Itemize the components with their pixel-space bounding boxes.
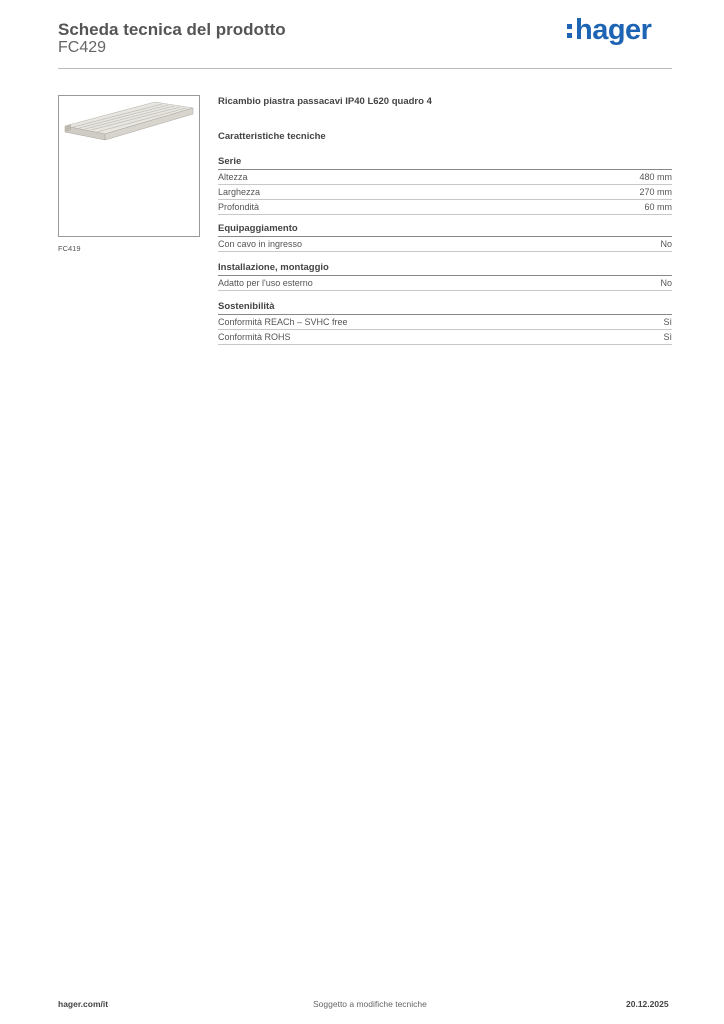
footer-note: Soggetto a modifiche tecniche	[313, 999, 427, 1009]
spec-value: No	[660, 239, 672, 249]
spec-label: Conformità REACh – SVHC free	[218, 317, 348, 327]
spec-row	[218, 276, 672, 291]
section-sostenibilita	[218, 301, 672, 345]
section-heading: Equipaggiamento	[218, 223, 672, 237]
spec-row	[218, 185, 672, 200]
spec-value: Sì	[663, 332, 672, 342]
footer-website: hager.com/it	[58, 999, 109, 1009]
spec-value: 480 mm	[639, 172, 672, 182]
product-description: Ricambio piastra passacavi IP40 L620 quadro 4	[218, 96, 432, 107]
spec-row	[218, 170, 672, 185]
section-equipaggiamento	[218, 223, 672, 252]
spec-value: 270 mm	[639, 187, 672, 197]
logo-wordmark: hager	[575, 14, 652, 46]
spec-row	[218, 330, 672, 345]
product-code: FC429	[58, 39, 107, 56]
section-heading: Installazione, montaggio	[218, 262, 672, 276]
spec-value: 60 mm	[644, 202, 672, 212]
cable-gland-plate-illustration	[59, 96, 199, 236]
product-image	[58, 95, 200, 237]
section-installazione	[218, 262, 672, 291]
spec-label: Con cavo in ingresso	[218, 239, 303, 249]
page-title: Scheda tecnica del prodotto	[58, 20, 286, 39]
spec-label: Adatto per l'uso esterno	[218, 278, 313, 288]
spec-label: Altezza	[218, 172, 248, 182]
image-caption: FC419	[58, 244, 81, 253]
footer-date: 20.12.2025	[626, 999, 669, 1009]
section-heading: Serie	[218, 156, 672, 170]
spec-label: Conformità ROHS	[218, 332, 291, 342]
spec-row	[218, 237, 672, 252]
spec-label: Profondità	[218, 202, 260, 212]
spec-value: Sì	[663, 317, 672, 327]
spec-value: No	[660, 278, 672, 288]
tech-heading: Caratteristiche tecniche	[218, 131, 326, 142]
section-serie	[218, 156, 672, 215]
hager-logo	[567, 14, 651, 47]
spec-label: Larghezza	[218, 187, 261, 197]
section-heading: Sostenibilità	[218, 301, 672, 315]
header-divider	[58, 68, 672, 69]
logo-dots-icon	[567, 18, 575, 42]
spec-row	[218, 315, 672, 330]
spec-row	[218, 200, 672, 215]
